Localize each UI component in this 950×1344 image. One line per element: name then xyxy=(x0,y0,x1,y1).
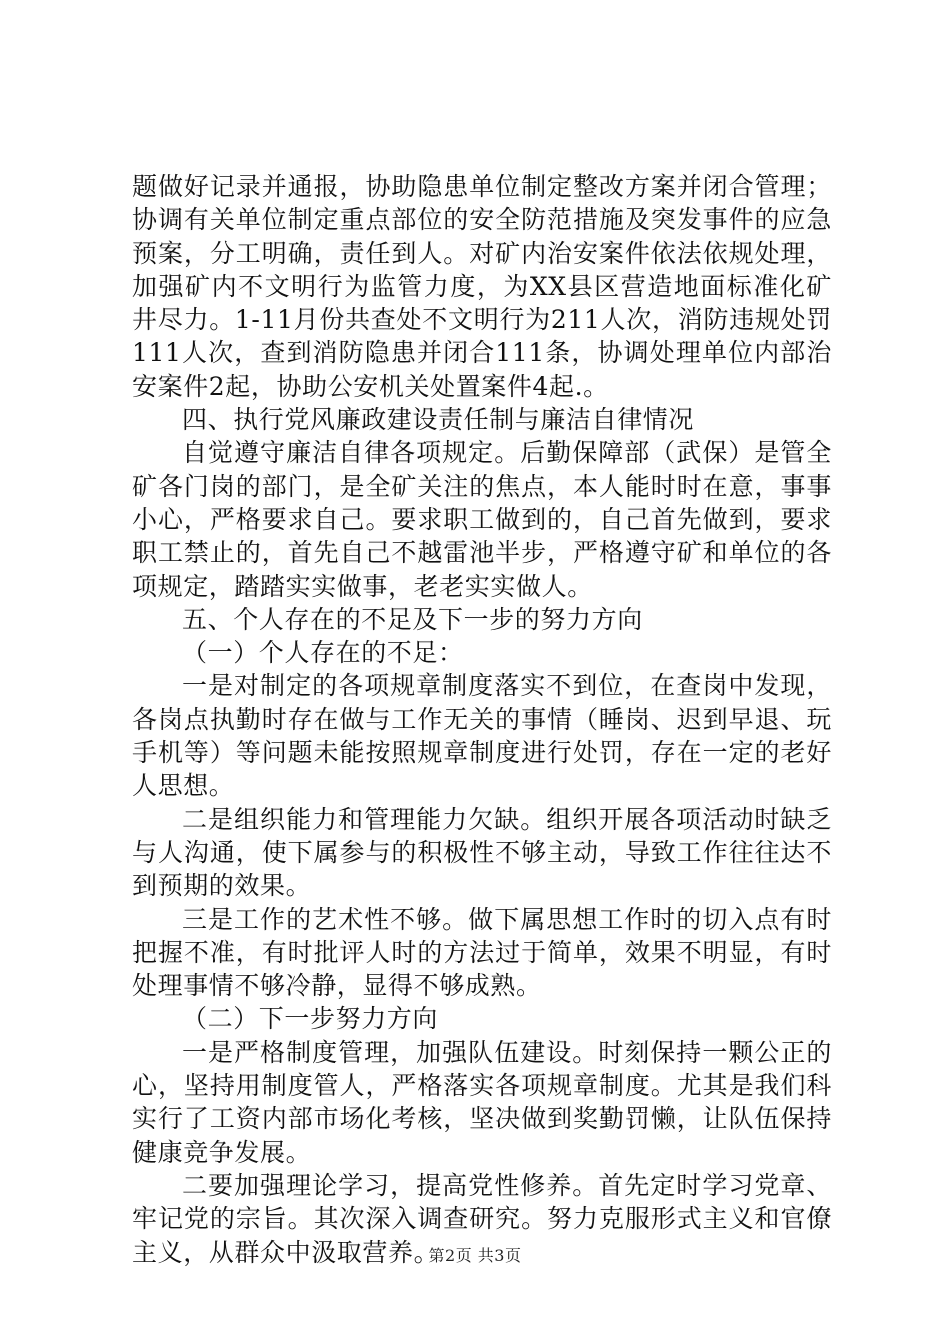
paragraph-next-step-1: 一是严格制度管理，加强队伍建设。时刻保持一颗公正的心，坚持用制度管人，严格落实各项规章制度。尤其是我们科实行了工资内部市场化考核，坚决做到奖勤罚懒，让队伍保持健康竞争发展。 xyxy=(132,1037,832,1167)
paragraph-shortcoming-1: 一是对制定的各项规章制度落实不到位，在查岗中发现，各岗点执勤时存在做与工作无关的事情（睡岗、迟到早退、玩手机等）等问题未能按照规章制度进行处罚，存在一定的老好人思想。 xyxy=(132,671,832,801)
subheading-shortcomings: （一）个人存在的不足： xyxy=(182,638,464,668)
paragraph-shortcoming-2: 二是组织能力和管理能力欠缺。组织开展各项活动时缺乏与人沟通，使下属参与的积极性不够主动，导致工作往往达不到预期的效果。 xyxy=(132,804,832,901)
subheading-next-steps: （二）下一步努力方向 xyxy=(182,1004,439,1034)
document-body xyxy=(132,170,832,1269)
section-heading-4: 四、执行党风廉政建设责任制与廉洁自律情况 xyxy=(182,405,695,435)
page-number-footer: 第2页 共3页 xyxy=(428,1246,522,1265)
section-heading-5: 五、个人存在的不足及下一步的努力方向 xyxy=(182,604,643,634)
paragraph-shortcoming-3: 三是工作的艺术性不够。做下属思想工作时的切入点有时把握不准，有时批评人时的方法过于简单，效果不明显，有时处理事情不够冷静，显得不够成熟。 xyxy=(132,904,832,1001)
paragraph-continuation: 题做好记录并通报，协助隐患单位制定整改方案并闭合管理；协调有关单位制定重点部位的安全防范措施及突发事件的应急预案，分工明确，责任到人。对矿内治安案件依法依规处理，加强矿内不文明行为监管力度，为XX县区营造地面标准化矿井尽力。1-11月份共查处不文明行为211人次，消防违规处罚111人次，查到消防隐患并闭合111条，协调处理单位内部治安案件2起，协助公安机关处置案件4起.。 xyxy=(132,172,832,401)
paragraph-integrity: 自觉遵守廉洁自律各项规定。后勤保障部（武保）是管全矿各门岗的部门，是全矿关注的焦点，本人能时时在意，事事小心，严格要求自己。要求职工做到的，自己首先做到，要求职工禁止的，首先自己不越雷池半步，严格遵守矿和单位的各项规定，踏踏实实做事，老老实实做人。 xyxy=(132,438,832,601)
paragraph-next-step-2: 二要加强理论学习，提高党性修养。首先定时学习党章、牢记党的宗旨。其次深入调查研究。努力克服形式主义和官僚主义，从群众中汲取营养。 xyxy=(132,1170,832,1267)
